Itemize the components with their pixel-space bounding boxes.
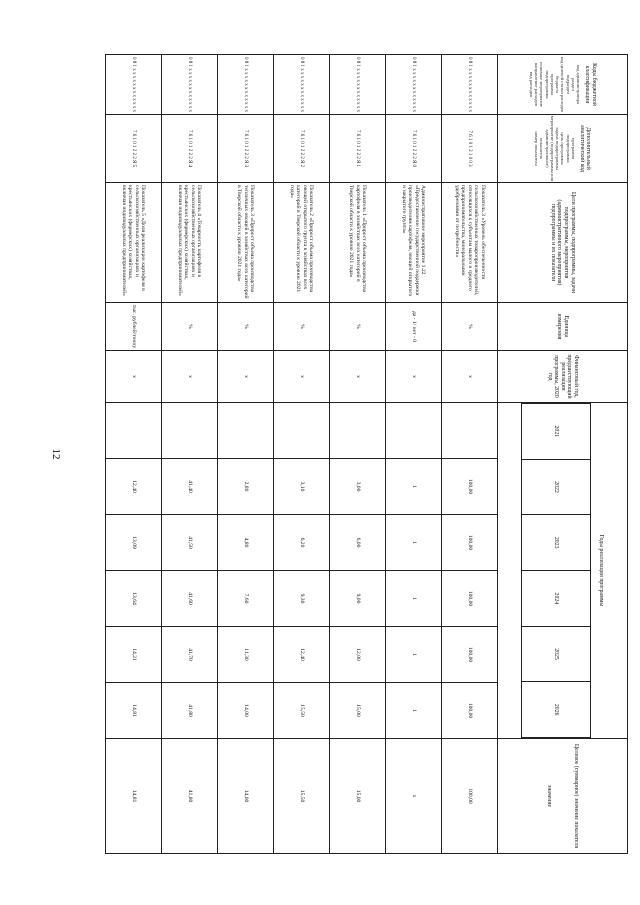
fin-year-cell: x <box>218 351 274 403</box>
fin-year-cell: x <box>162 351 218 403</box>
unit-cell: % <box>162 303 218 351</box>
budget-code-cell: 0 8 1 x x x x x x x x x x x x <box>386 55 442 115</box>
unit-cell: да - 1/ нет - 0 <box>386 303 442 351</box>
fin-year-cell: x <box>330 351 386 403</box>
budget-code-cell: 0 8 1 x x x x x x x x x x x x <box>162 55 218 115</box>
budget-subheader: подраздел <box>565 74 571 95</box>
indicator-name-cell: Показатель 5 «Доля реализации картофеля в сельскохозяйственных организациях и крестьянских (фермерских) хозяйствах, включая индивидуальных предпринимателей» <box>106 183 162 303</box>
year-value-cell: 15,50 <box>274 683 330 739</box>
year-2026: 2026 <box>522 682 591 738</box>
year-value-cell: 100,00 <box>442 571 498 627</box>
target-value-cell: 100,00 <box>442 739 498 854</box>
year-value-cell: 1 <box>386 627 442 683</box>
additional-code-label: Дополнительный аналитический код <box>578 125 592 172</box>
year-2025: 2025 <box>522 626 591 682</box>
table-row <box>218 55 274 854</box>
header-budget-codes <box>498 55 628 115</box>
header-row <box>498 55 628 854</box>
year-value-cell: 41,80 <box>162 683 218 739</box>
year-value-cell: 13,64 <box>106 571 162 627</box>
year-value-cell <box>274 403 330 459</box>
year-value-cell: 14,00 <box>218 683 274 739</box>
budget-subheader: код целевой статьи расходов бюджета <box>555 56 566 113</box>
year-value-cell: 100,00 <box>442 683 498 739</box>
year-value-cell: 7,60 <box>218 571 274 627</box>
budget-code-cell: 0 8 1 x x x x x x x x x x x x <box>106 55 162 115</box>
additional-subheader: показатель <box>539 137 545 160</box>
year-value-cell <box>218 403 274 459</box>
table-row <box>162 55 218 854</box>
target-label: Целевое (суммарное) значение показателя <box>573 743 580 849</box>
target-value-cell: 15,00 <box>330 739 386 854</box>
years-group-label: Годы реализации программы <box>597 534 604 607</box>
target-value-cell: x <box>386 739 442 854</box>
year-value-cell <box>330 403 386 459</box>
additional-subheader: мероприятие (подпрограммы или административное) <box>544 115 555 182</box>
budget-codes-label: Коды бюджетной классификации <box>583 63 597 106</box>
year-value-cell: 3,00 <box>330 459 386 515</box>
year-value-cell <box>106 403 162 459</box>
additional-subheader: подпрограмма <box>565 134 571 163</box>
year-value-cell: 6,20 <box>274 515 330 571</box>
table-row <box>274 55 330 854</box>
unit-cell: тыс. рублей/тонну <box>106 303 162 351</box>
additional-subheader: цель программы <box>560 132 566 165</box>
year-value-cell: 41,40 <box>162 459 218 515</box>
target-value-label: значение <box>546 785 553 808</box>
indicator-name-cell: Показатель 1 «Прирост объема производства картофеля в хозяйствах всех категорий в Тверской области к уровню 2021 года» <box>330 183 386 303</box>
unit-cell: % <box>330 303 386 351</box>
indicator-name-cell: Показатель 4 «Товарность картофеля в сельскохозяйственных организациях и крестьянских (фермерских) хозяйствах, включая индивидуальных предпринимателей» <box>162 183 218 303</box>
year-value-cell <box>386 403 442 459</box>
table-row <box>106 55 162 854</box>
year-value-cell: 1 <box>386 571 442 627</box>
header-programs-name: Цели программы, подпрограммы, задачи подпрограммы, мероприятия (административного мероприятия) подпрограммы и их показатели <box>498 183 628 303</box>
year-value-cell: 2,80 <box>218 459 274 515</box>
year-value-cell: 15,00 <box>330 683 386 739</box>
indicator-name-cell: Показатель 2 «Прирост объема производства овощей открытого грунта в хозяйствах всех категорий в Тверской области к уровню 2021 года» <box>274 183 330 303</box>
unit-cell: % <box>442 303 498 351</box>
budget-codes-subheaders <box>528 55 581 114</box>
year-value-cell: 12,40 <box>274 627 330 683</box>
header-unit: Единица измерения <box>498 303 628 351</box>
fin-year-cell: x <box>106 351 162 403</box>
additional-subheader: задача подпрограммы <box>555 127 561 170</box>
indicator-name-cell: Показатель 3 «Прирост объема производства тепличных овощей в хозяйствах всех категорий в Тверской области к уровню 2021 года» <box>218 183 274 303</box>
year-value-cell: 11,30 <box>218 627 274 683</box>
header-fin-year: Финансовый год, предшествующий реализации программы, 2020 год <box>498 351 628 403</box>
year-value-cell: 9,30 <box>274 571 330 627</box>
year-2023: 2023 <box>522 515 591 571</box>
budget-subheader: раздел <box>570 78 576 91</box>
target-value-cell: 14,81 <box>106 739 162 854</box>
budget-subheader: направление расходов <box>534 62 539 107</box>
header-additional-code <box>498 115 628 183</box>
year-value-cell: 13,09 <box>106 515 162 571</box>
year-2021: 2021 <box>522 404 591 460</box>
target-value-cell: 14,00 <box>218 739 274 854</box>
unit-cell: % <box>274 303 330 351</box>
budget-subheader: подпрограмма <box>544 70 550 99</box>
additional-code-cell: 7 6 1 0 1 2 2 2 Я 2 <box>274 115 330 183</box>
additional-code-cell: 7 6 1 0 1 2 2 2 Я 0 <box>386 115 442 183</box>
year-value-cell: 41,70 <box>162 627 218 683</box>
budget-code-cell: 0 8 1 x x x x x x x x x x x x <box>442 55 498 115</box>
target-value-cell: 41,80 <box>162 739 218 854</box>
budget-subheader: вид расходов <box>528 71 534 98</box>
years-subheader <box>521 403 591 738</box>
program-indicators-table <box>105 54 628 854</box>
year-value-cell: 6,00 <box>330 515 386 571</box>
additional-code-cell: 7 6 1 0 1 2 1 0 0 3 <box>442 115 498 183</box>
document-table-rotated <box>106 54 628 853</box>
year-value-cell: 41,50 <box>162 515 218 571</box>
table-row <box>330 55 386 854</box>
budget-subheader: основное мероприятие <box>539 62 545 107</box>
page-number: 12 <box>50 448 62 460</box>
year-value-cell: 4,80 <box>218 515 274 571</box>
year-value-cell: 12,00 <box>330 627 386 683</box>
year-value-cell: 100,00 <box>442 627 498 683</box>
year-value-cell: 14,21 <box>106 627 162 683</box>
unit-cell: % <box>218 303 274 351</box>
budget-subheader: программа <box>549 73 555 96</box>
year-value-cell: 1 <box>386 515 442 571</box>
year-value-cell: 14,81 <box>106 683 162 739</box>
year-value-cell: 12,40 <box>106 459 162 515</box>
additional-code-subheaders <box>534 115 576 182</box>
year-2022: 2022 <box>522 459 591 515</box>
year-value-cell <box>442 403 498 459</box>
fin-year-cell: x <box>386 351 442 403</box>
budget-code-cell: 0 8 1 x x x x x x x x x x x x <box>218 55 274 115</box>
indicator-name-cell: Административное мероприятие 1.22 «Предоставление государственной поддержки производителям картофеля, овощей открытого и закрытого грунта» <box>386 183 442 303</box>
table-row <box>442 55 498 854</box>
additional-code-cell: 7 6 1 0 1 2 2 2 Я 4 <box>162 115 218 183</box>
year-value-cell: 100,00 <box>442 515 498 571</box>
budget-code-cell: 0 8 1 x x x x x x x x x x x x <box>330 55 386 115</box>
fin-year-cell: x <box>442 351 498 403</box>
year-value-cell: 41,60 <box>162 571 218 627</box>
additional-code-cell: 7 6 1 0 1 2 2 2 Я 3 <box>218 115 274 183</box>
year-2024: 2024 <box>522 571 591 627</box>
header-years-group <box>498 403 628 739</box>
header-target <box>498 739 628 854</box>
year-value-cell: 9,00 <box>330 571 386 627</box>
budget-code-cell: 0 8 1 x x x x x x x x x x x x <box>274 55 330 115</box>
additional-subheader: номер показателя <box>534 131 539 166</box>
target-value-cell: 15,50 <box>274 739 330 854</box>
indicator-name-cell: Показатель 3 «Уровень обеспеченности сельскохозяйственных товаропроизводителей, относящихся к субъектам малого и среднего предпринимательства, минеральными удобрениями от потребности» <box>442 183 498 303</box>
additional-code-cell: 7 6 1 0 1 2 2 2 Я 1 <box>330 115 386 183</box>
additional-code-cell: 7 6 1 0 1 2 2 2 Я 5 <box>106 115 162 183</box>
additional-subheader: программа <box>570 137 576 160</box>
year-value-cell: 1 <box>386 459 442 515</box>
fin-year-cell: x <box>274 351 330 403</box>
year-value-cell: 100,00 <box>442 459 498 515</box>
budget-subheader: код администратора <box>576 64 582 105</box>
table-row <box>386 55 442 854</box>
year-value-cell: 3,10 <box>274 459 330 515</box>
year-value-cell <box>162 403 218 459</box>
year-value-cell: 1 <box>386 683 442 739</box>
